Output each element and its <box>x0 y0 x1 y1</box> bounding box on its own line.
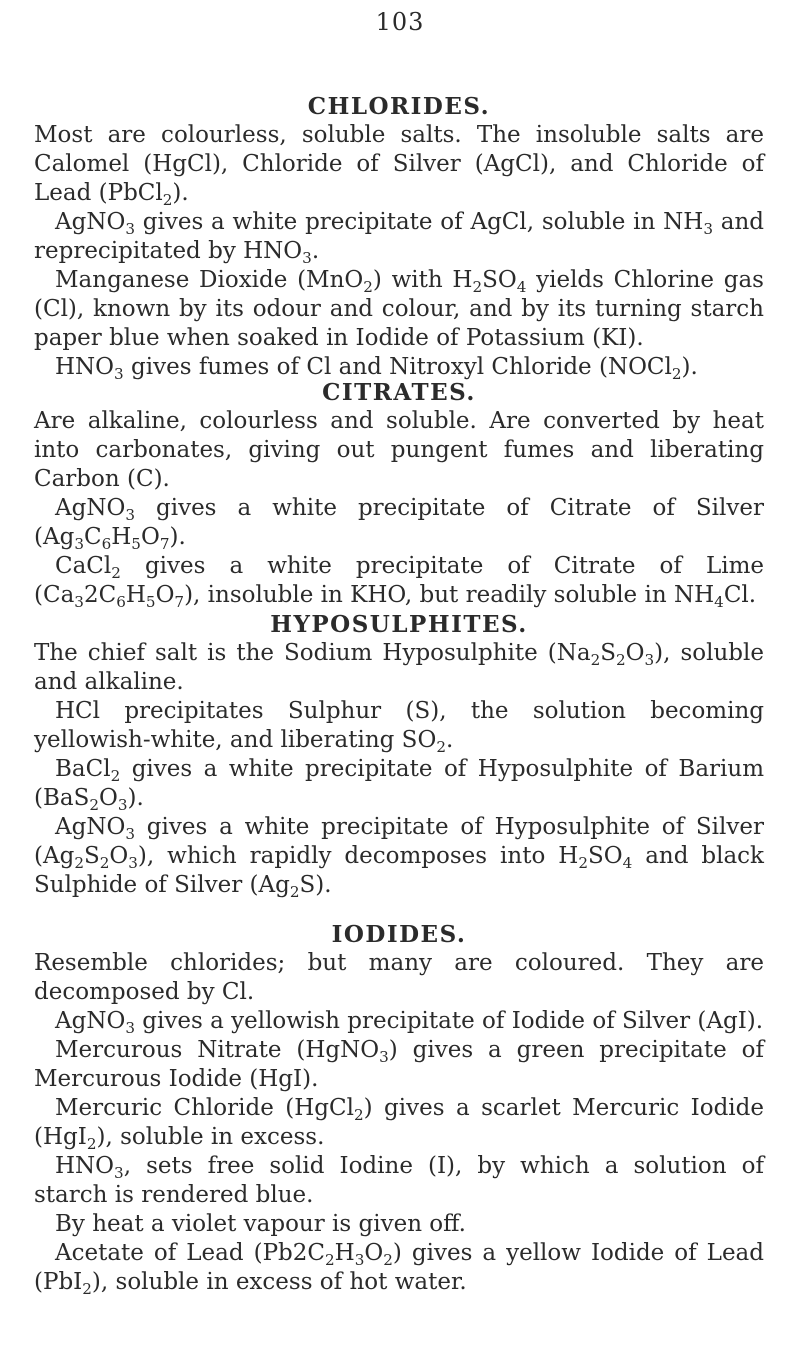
paragraph: Resemble chlorides; but many are coloured. They are decomposed by Cl. <box>34 950 764 1005</box>
subscript: 2 <box>671 364 682 383</box>
paragraph: Most are colourless, soluble salts. The insoluble salts are Calomel (HgCl), Chloride of Silver (AgCl), and Chloride of Lead (PbCl$_2$). <box>34 122 764 209</box>
paragraph: The chief salt is the Sodium Hyposulphite $(Na_2S_2O_3)$, soluble and alkaline. <box>34 640 764 695</box>
paragraph: Acetate of Lead $(Pb2C_2H_3O_2)$ gives a yellow Iodide of Lead (PbI$_2$), soluble in excess of hot water. <box>34 1240 764 1298</box>
subscript: 3 <box>644 650 655 669</box>
paragraph: Are alkaline, colourless and soluble. Are converted by heat into carbonates, giving out pungent fumes and liberating Carbon (C). <box>34 408 764 492</box>
subscript: 5 <box>145 592 156 611</box>
paragraph: AgNO$_3$ gives a white precipitate of Hyposulphite of Silver $(Ag_2S_2O_3)$, which rapidly decomposes into $H_2SO_4$ and black Sulphide of Silver $(Ag_2S)$. <box>34 814 764 901</box>
subscript: 3 <box>117 795 128 814</box>
section-heading: HYPOSULPHITES. <box>270 611 528 638</box>
paragraph: $HNO_3$, sets free solid Iodine (I), by which a solution of starch is rendered blue. <box>34 1153 764 1208</box>
subscript: 3 <box>354 1250 365 1269</box>
section-heading: CHLORIDES. <box>307 93 491 120</box>
subscript: 4 <box>516 277 527 296</box>
subscript: 6 <box>116 592 126 611</box>
subscript: 3 <box>125 505 135 524</box>
subscript: 2 <box>363 277 373 296</box>
subscript: 3 <box>703 219 713 238</box>
subscript: 3 <box>125 219 135 238</box>
paragraph: AgNO$_3$ gives a yellowish precipitate of Iodide of Silver (AgI). <box>55 1008 764 1037</box>
subscript: 3 <box>74 592 84 611</box>
paragraph: $HNO_3$ gives fumes of Cl and Nitroxyl Chloride (NOCl$_2$). <box>55 354 698 383</box>
page-number: 103 <box>375 8 425 36</box>
paragraph: AgNO$_3$ gives a white precipitate of Citrate of Silver $(Ag_3C_6H_5O_7)$. <box>34 495 764 553</box>
subscript: 3 <box>114 1163 124 1182</box>
section-heading: IODIDES. <box>331 921 467 948</box>
subscript: 2 <box>89 795 99 814</box>
paragraph: BaCl$_2$ gives a white precipitate of Hyposulphite of Barium $(BaS_2O_3)$. <box>34 756 764 814</box>
subscript: 2 <box>86 1134 97 1153</box>
subscript: 2 <box>383 1250 393 1269</box>
subscript: 2 <box>578 853 588 872</box>
paragraph: AgNO$_3$ gives a white precipitate of AgCl, soluble in $NH_3$ and reprecipitated by $HNO_3$. <box>34 209 765 267</box>
section-hyposulphites <box>34 610 764 900</box>
subscript: 7 <box>174 592 185 611</box>
subscript: 5 <box>131 534 141 553</box>
section-heading: CITRATES. <box>322 379 476 406</box>
subscript: 2 <box>590 650 601 669</box>
subscript: 2 <box>110 766 121 785</box>
subscript: 4 <box>622 853 633 872</box>
subscript: 6 <box>101 534 112 553</box>
subscript: 3 <box>128 853 138 872</box>
section-citrates <box>34 378 764 610</box>
paragraph: HCl precipitates Sulphur (S), the solution becoming yellowish-white, and liberating $SO_2$. <box>34 698 764 756</box>
paragraph: CaCl$_2$ gives a white precipitate of Citrate of Lime $(Ca_32C_6H_5O_7)$, insoluble in KHO, but readily soluble in $NH_4Cl$. <box>34 553 764 611</box>
paragraph: Mercuric Chloride (HgCl$_2$) gives a scarlet Mercuric Iodide (HgI$_2$), soluble in excess. <box>34 1095 764 1153</box>
subscript: 2 <box>436 737 446 756</box>
subscript: 3 <box>114 364 124 383</box>
section-chlorides <box>34 92 764 382</box>
subscript: 3 <box>125 824 135 843</box>
subscript: 2 <box>111 563 121 582</box>
subscript: 2 <box>325 1250 335 1269</box>
subscript: 2 <box>99 853 110 872</box>
subscript: 2 <box>289 882 300 901</box>
paragraph: Manganese Dioxide (MnO$_2$) with $H_2SO_4$ yields Chlorine gas (Cl), known by its odour and colour, and by its turning starch paper blue when soaked in Iodide of Potassium (KI). <box>34 267 764 351</box>
subscript: 3 <box>379 1047 389 1066</box>
subscript: 4 <box>714 592 724 611</box>
subscript: 2 <box>74 853 84 872</box>
subscript: 2 <box>162 190 173 209</box>
subscript: 2 <box>472 277 483 296</box>
paragraph: By heat a violet vapour is given off. <box>55 1211 466 1237</box>
section-iodides <box>34 920 764 1297</box>
subscript: 3 <box>125 1018 135 1037</box>
subscript: 2 <box>616 650 626 669</box>
subscript: 7 <box>159 534 170 553</box>
paragraph: Mercurous Nitrate (HgNO$_3$) gives a green precipitate of Mercurous Iodide (HgI). <box>34 1037 765 1092</box>
subscript: 3 <box>74 534 84 553</box>
subscript: 2 <box>353 1105 364 1124</box>
subscript: 2 <box>82 1279 92 1298</box>
subscript: 3 <box>302 248 312 267</box>
